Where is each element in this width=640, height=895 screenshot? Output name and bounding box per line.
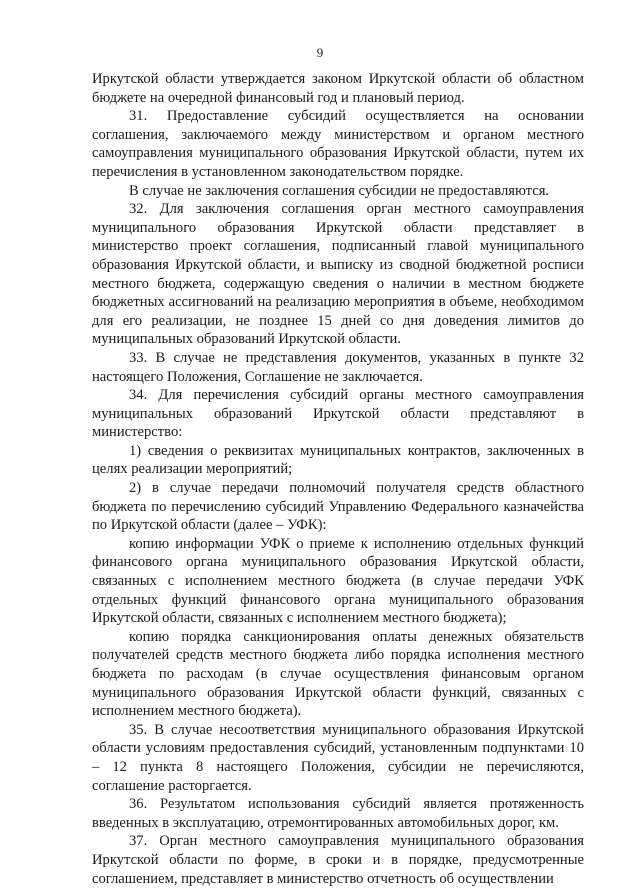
- paragraph-34-item-1: 1) сведения о реквизитах муниципальных контрактов, заключенных в целях реализации мероприятий;: [92, 442, 584, 478]
- paragraph-34-item-2-copy-ufk: копию информации УФК о приеме к исполнению отдельных функций финансового органа муниципального образования Иркутской области, связанных с исполнением местного бюджета (в случае передачи УФК отдельных функций финансового органа муниципального образования Иркутской области, связанных с исполнением местного бюджета);: [92, 535, 584, 627]
- paragraph-33: 33. В случае не представления документов, указанных в пункте 32 настоящего Положения, Соглашение не заключается.: [92, 349, 584, 385]
- paragraph-31: 31. Предоставление субсидий осуществляется на основании соглашения, заключаемого между министерством и органом местного самоуправления муниципального образования Иркутской области, путем их перечисления в установленном законодательством порядке.: [92, 108, 584, 180]
- page-number: 9: [316, 45, 324, 60]
- paragraph-continuation: Иркутской области утверждается законом Иркутской области об областном бюджете на очередной финансовый год и плановый период.: [92, 71, 584, 106]
- paragraph-34-item-2-copy-order: копию порядка санкционирования оплаты денежных обязательств получателей средств местного бюджета либо порядка исполнения местного бюджета по расходам (в случае осуществления финансовым органом муниципального образования Иркутской области функций, связанных с исполнением местного бюджета).: [92, 628, 584, 720]
- document-body: [92, 70, 584, 888]
- paragraph-34: 34. Для перечисления субсидий органы местного самоуправления муниципальных образований Иркутской области представляют в министерство:: [92, 387, 584, 441]
- paragraph-36: 36. Результатом использования субсидий является протяженность введенных в эксплуатацию, отремонтированных автомобильных дорог, км.: [92, 796, 584, 831]
- paragraph-35: 35. В случае несоответствия муниципального образования Иркутской области условиям предоставления субсидий, установленным подпунктами 10 – 12 пункта 8 настоящего Положения, субсидии не перечисляются, соглашение расторгается.: [92, 721, 584, 794]
- paragraph-32: 32. Для заключения соглашения орган местного самоуправления муниципального образования Иркутской области представляет в министерство проект соглашения, подписанный главой муниципального образования Иркутской области, и выписку из сводной бюджетной росписи местного бюджета, содержащую сведения о наличии в местном бюджете бюджетных ассигнований на реализацию мероприятия в объеме, необходимом для его реализации, не позднее 15 дней со дня доведения лимитов до муниципальных образований Иркутской области.: [92, 201, 584, 348]
- paragraph-37: 37. Орган местного самоуправления муниципального образования Иркутской области по форме, в сроки и в порядке, предусмотренные соглашением, представляет в министерство отчетность об осуществлении: [92, 833, 584, 887]
- paragraph-31-note: В случае не заключения соглашения субсидии не предоставляются.: [129, 182, 550, 199]
- paragraph-34-item-2: 2) в случае передачи полномочий получателя средств областного бюджета по перечислению субсидий Управлению Федерального казначейства по Иркутской области (далее – УФК):: [92, 480, 584, 534]
